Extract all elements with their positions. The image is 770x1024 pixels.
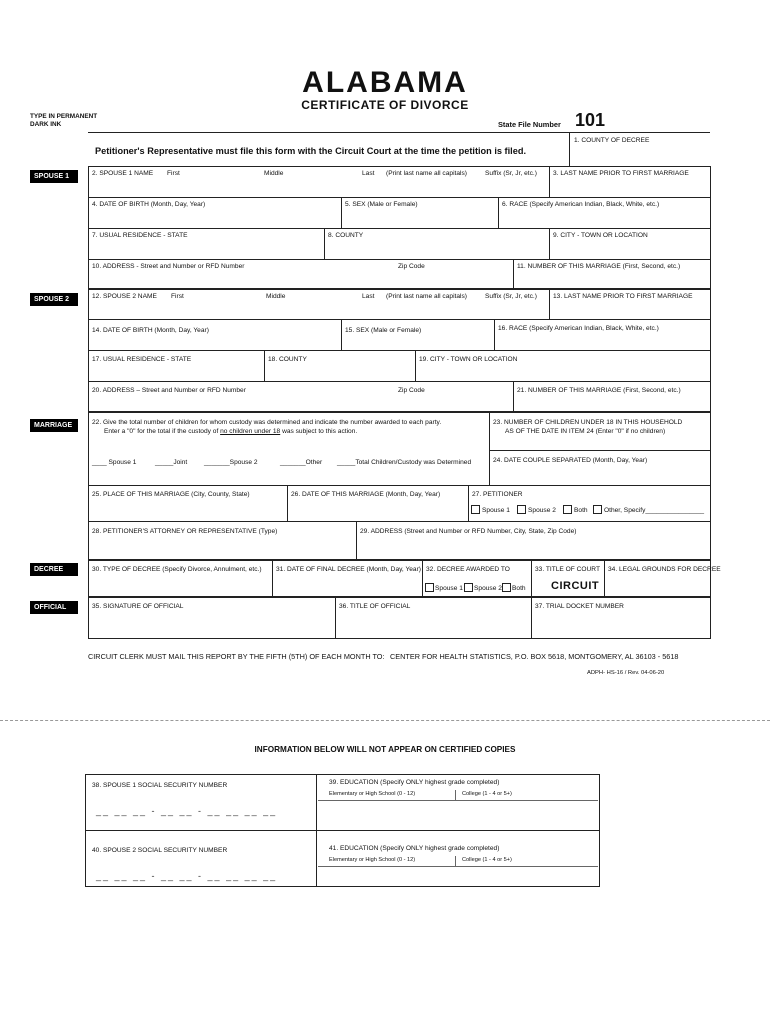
spouse2-suffix-label: Suffix (Sr, Jr, etc.) bbox=[485, 293, 537, 300]
spouse1-first-label: First bbox=[167, 170, 180, 177]
date-separated-field[interactable]: 24. DATE COUPLE SEPARATED (Month, Day, Year) bbox=[493, 457, 648, 464]
section-decree: DECREE bbox=[30, 563, 78, 576]
spouse2-last-label: Last bbox=[362, 293, 375, 300]
official-signature-field[interactable]: 35. SIGNATURE OF OFFICIAL bbox=[92, 603, 184, 610]
spouse1-suffix-label: Suffix (Sr, Jr, etc.) bbox=[485, 170, 537, 177]
custody-other-field[interactable]: _______Other bbox=[280, 459, 323, 466]
custody-total-field[interactable]: _____Total Children/Custody was Determined bbox=[337, 459, 472, 466]
petitioner-other-field[interactable]: Other, Specify________________ bbox=[604, 507, 705, 514]
spouse2-zip-label: Zip Code bbox=[398, 387, 425, 394]
spouse1-race-field[interactable]: 6. RACE (Specify American Indian, Black, White, etc.) bbox=[502, 201, 660, 208]
custody-note-c: was subject to this action. bbox=[280, 428, 358, 435]
spouse2-residence-state-field[interactable]: 17. USUAL RESIDENCE - STATE bbox=[92, 356, 192, 363]
trial-docket-field[interactable]: 37. TRIAL DOCKET NUMBER bbox=[535, 603, 624, 610]
children-custody-note bbox=[104, 428, 357, 435]
spouse2-middle-label: Middle bbox=[266, 293, 286, 300]
spouse1-dob-field[interactable]: 4. DATE OF BIRTH (Month, Day, Year) bbox=[92, 201, 206, 208]
spouse1-elementary-field[interactable]: Elementary or High School (0 - 12) bbox=[329, 791, 416, 797]
children-custody-instruction: 22. Give the total number of children for whom custody was determined and indicate the number awarded to each party. bbox=[92, 419, 442, 426]
petitioner-both-label: Both bbox=[574, 507, 588, 514]
confidential-heading: INFORMATION BELOW WILL NOT APPEAR ON CERTIFIED COPIES bbox=[254, 745, 516, 754]
spouse1-last-label: Last bbox=[362, 170, 375, 177]
custody-spouse2-field[interactable]: _______Spouse 2 bbox=[204, 459, 258, 466]
petitioner-field: 27. PETITIONER bbox=[472, 491, 523, 498]
spouse1-print-note: (Print last name all capitals) bbox=[386, 170, 467, 177]
custody-joint-field[interactable]: _____Joint bbox=[155, 459, 188, 466]
spouse2-dob-field[interactable]: 14. DATE OF BIRTH (Month, Day, Year) bbox=[92, 327, 209, 334]
section-spouse1: SPOUSE 1 bbox=[30, 170, 78, 183]
spouse1-ssn-label: 38. SPOUSE 1 SOCIAL SECURITY NUMBER bbox=[92, 782, 228, 789]
spouse1-residence-state-field[interactable]: 7. USUAL RESIDENCE - STATE bbox=[92, 232, 188, 239]
spouse2-prior-last-name-field[interactable]: 13. LAST NAME PRIOR TO FIRST MARRIAGE bbox=[553, 293, 693, 300]
decree-spouse1-label: Spouse 1 bbox=[435, 585, 463, 592]
attorney-field[interactable]: 28. PETITIONER'S ATTORNEY OR REPRESENTATIVE (Type) bbox=[92, 528, 278, 535]
spouse2-name-field[interactable]: 12. SPOUSE 2 NAME bbox=[92, 293, 157, 300]
county-of-decree-field[interactable]: 1. COUNTY OF DECREE bbox=[574, 137, 650, 144]
official-title-field[interactable]: 36. TITLE OF OFFICIAL bbox=[339, 603, 411, 610]
petitioner-other-checkbox[interactable] bbox=[593, 505, 602, 514]
mail-instruction: CIRCUIT CLERK MUST MAIL THIS REPORT BY THE FIFTH (5TH) OF EACH MONTH TO: bbox=[88, 652, 385, 661]
decree-spouse1-checkbox[interactable] bbox=[425, 583, 434, 592]
spouse2-sex-field[interactable]: 15. SEX (Male or Female) bbox=[345, 327, 422, 334]
section-official: OFFICIAL bbox=[30, 601, 78, 614]
decree-type-field[interactable]: 30. TYPE OF DECREE (Specify Divorce, Annulment, etc.) bbox=[92, 566, 262, 573]
spouse1-address-field[interactable]: 10. ADDRESS - Street and Number or RFD Number bbox=[92, 263, 245, 270]
cut-line bbox=[0, 720, 770, 721]
instruction-text: Petitioner's Representative must file this form with the Circuit Court at the time the petition is filed. bbox=[95, 146, 526, 156]
spouse1-marriage-number-field[interactable]: 11. NUMBER OF THIS MARRIAGE (First, Second, etc.) bbox=[517, 263, 681, 270]
custody-spouse1-field[interactable]: ____ Spouse 1 bbox=[92, 459, 137, 466]
spouse2-print-note: (Print last name all capitals) bbox=[386, 293, 467, 300]
legal-grounds-field[interactable]: 34. LEGAL GROUNDS FOR DECREE bbox=[608, 566, 721, 573]
spouse1-education-label: 39. EDUCATION (Specify ONLY highest grade completed) bbox=[329, 779, 500, 786]
form-id: ADPH- HS-16 / Rev. 04-06-20 bbox=[587, 670, 665, 676]
spouse1-name-field[interactable]: 2. SPOUSE 1 NAME bbox=[92, 170, 154, 177]
children-in-household-note: AS OF THE DATE IN ITEM 24 (Enter "0" if no children) bbox=[505, 428, 666, 435]
spouse1-middle-label: Middle bbox=[264, 170, 284, 177]
spouse2-city-field[interactable]: 19. CITY - TOWN OR LOCATION bbox=[419, 356, 518, 363]
spouse1-city-field[interactable]: 9. CITY - TOWN OR LOCATION bbox=[553, 232, 648, 239]
spouse2-race-field[interactable]: 16. RACE (Specify American Indian, Black, White, etc.) bbox=[498, 325, 659, 332]
ink-note-line2: DARK INK bbox=[30, 121, 62, 128]
final-decree-date-field[interactable]: 31. DATE OF FINAL DECREE (Month, Day, Year) bbox=[276, 566, 421, 573]
section-marriage: MARRIAGE bbox=[30, 419, 78, 432]
spouse2-college-field[interactable]: College (1 - 4 or 5+) bbox=[462, 857, 512, 863]
decree-awarded-field: 32. DECREE AWARDED TO bbox=[426, 566, 510, 573]
petitioner-spouse2-checkbox[interactable] bbox=[517, 505, 526, 514]
spouse1-zip-label: Zip Code bbox=[398, 263, 425, 270]
spouse1-sex-field[interactable]: 5. SEX (Male or Female) bbox=[345, 201, 418, 208]
spouse2-ssn-field[interactable]: __ __ __ - __ __ - __ __ __ __ bbox=[96, 871, 278, 881]
custody-note-a: Enter a "0" for the total if the custody of bbox=[104, 428, 221, 435]
spouse2-marriage-number-field[interactable]: 21. NUMBER OF THIS MARRIAGE (First, Second, etc.) bbox=[517, 387, 681, 394]
spouse1-college-field[interactable]: College (1 - 4 or 5+) bbox=[462, 791, 512, 797]
ink-note bbox=[30, 113, 97, 129]
section-spouse2: SPOUSE 2 bbox=[30, 293, 78, 306]
state-file-label: State File Number bbox=[498, 120, 561, 129]
decree-both-label: Both bbox=[512, 585, 526, 592]
state-title: ALABAMA bbox=[302, 66, 468, 99]
spouse2-first-label: First bbox=[171, 293, 184, 300]
spouse1-county-field[interactable]: 8. COUNTY bbox=[328, 232, 364, 239]
mail-address: CENTER FOR HEALTH STATISTICS, P.O. BOX 5618, MONTGOMERY, AL 36103 - 5618 bbox=[390, 652, 679, 661]
petitioner-spouse1-label: Spouse 1 bbox=[482, 507, 510, 514]
marriage-date-field[interactable]: 26. DATE OF THIS MARRIAGE (Month, Day, Year) bbox=[291, 491, 441, 498]
petitioner-spouse2-label: Spouse 2 bbox=[528, 507, 556, 514]
decree-spouse2-label: Spouse 2 bbox=[474, 585, 502, 592]
spouse2-education-label: 41. EDUCATION (Specify ONLY highest grade completed) bbox=[329, 845, 500, 852]
custody-note-b: no children under 18 bbox=[220, 428, 281, 435]
petitioner-spouse1-checkbox[interactable] bbox=[471, 505, 480, 514]
spouse2-elementary-field[interactable]: Elementary or High School (0 - 12) bbox=[329, 857, 416, 863]
spouse1-prior-last-name-field[interactable]: 3. LAST NAME PRIOR TO FIRST MARRIAGE bbox=[553, 170, 689, 177]
court-title-field: 33. TITLE OF COURT bbox=[535, 566, 600, 573]
ink-note-line1: TYPE IN PERMANENT bbox=[30, 113, 98, 120]
children-in-household-field[interactable]: 23. NUMBER OF CHILDREN UNDER 18 IN THIS HOUSEHOLD bbox=[493, 419, 683, 426]
spouse2-ssn-label: 40. SPOUSE 2 SOCIAL SECURITY NUMBER bbox=[92, 847, 228, 854]
state-file-number: 101 bbox=[575, 110, 606, 130]
petitioner-both-checkbox[interactable] bbox=[563, 505, 572, 514]
spouse1-ssn-field[interactable]: __ __ __ - __ __ - __ __ __ __ bbox=[96, 806, 278, 816]
marriage-place-field[interactable]: 25. PLACE OF THIS MARRIAGE (City, County, State) bbox=[92, 491, 250, 498]
decree-both-checkbox[interactable] bbox=[502, 583, 511, 592]
attorney-address-field[interactable]: 29. ADDRESS (Street and Number or RFD Number, City, State, Zip Code) bbox=[360, 528, 577, 535]
certificate-title: CERTIFICATE OF DIVORCE bbox=[301, 98, 469, 112]
spouse2-address-field[interactable]: 20. ADDRESS – Street and Number or RFD Number bbox=[92, 387, 246, 394]
court-title-value: CIRCUIT bbox=[551, 580, 600, 592]
spouse2-county-field[interactable]: 18. COUNTY bbox=[268, 356, 307, 363]
decree-spouse2-checkbox[interactable] bbox=[464, 583, 473, 592]
